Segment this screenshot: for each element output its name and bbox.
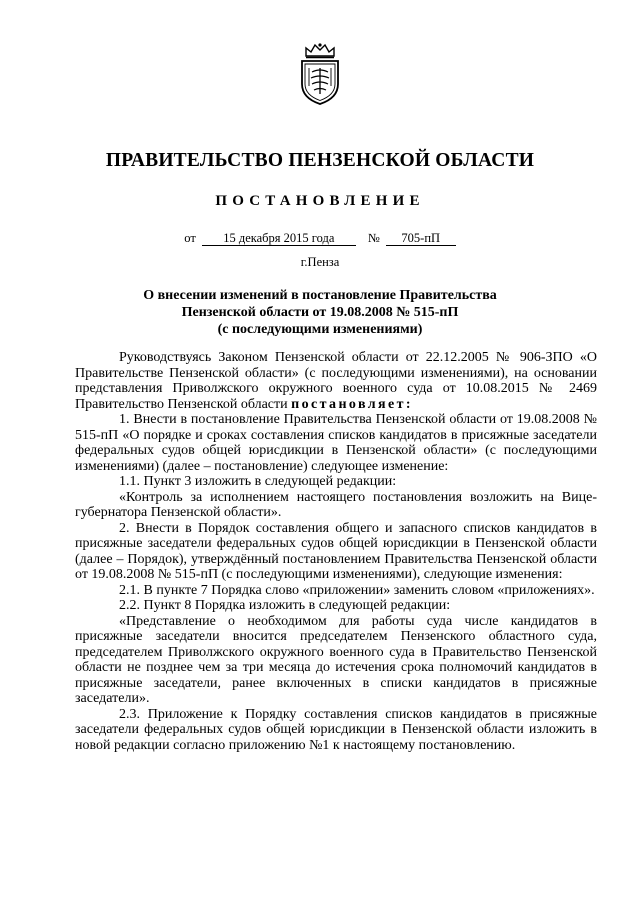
- date-field: 15 декабря 2015 года: [202, 232, 356, 246]
- number-sign: №: [367, 231, 380, 245]
- body-paragraph: [75, 350, 597, 412]
- date-number-line: [0, 231, 640, 246]
- body-paragraph: 1.1. Пункт 3 изложить в следующей редакции:: [119, 474, 397, 489]
- subject-line: Пензенской области от 19.08.2008 № 515-пП: [181, 305, 459, 320]
- body-paragraph: «Представление о необходимом для работы суда числе кандидатов в присяжные заседатели вносится председателем Пензенского областного суда, председателем Приволжского окружного военного суда в Правительство Пензенской области не позднее чем за три месяца до истечения срока полномочий кандидатов в присяжные заседатели, ранее включенных в списки кандидатов в присяжные заседатели».: [75, 613, 597, 706]
- document-body: [75, 350, 597, 753]
- decree-word: постановляет:: [291, 396, 413, 412]
- date-prefix: от: [184, 231, 196, 245]
- number-field: 705-пП: [386, 232, 456, 246]
- body-paragraph: 2.2. Пункт 8 Порядка изложить в следующей редакции:: [119, 598, 451, 613]
- paragraph-text: Руководствуясь Законом Пензенской области от 22.12.2005 № 906-ЗПО «О Правительстве Пензенской области» (с последующими изменениями), на основании представления Приволжского окружного военного суда от 10.08.2015 № 2469 Правительство Пензенской области: [75, 350, 597, 412]
- city: г.Пенза: [300, 255, 340, 269]
- body-paragraph: 2.1. В пункте 7 Порядка слово «приложении» заменить словом «приложениях».: [119, 582, 595, 598]
- coat-of-arms-icon: [296, 42, 344, 106]
- document-subject: [60, 287, 580, 338]
- document-type-title: ПОСТАНОВЛЕНИЕ: [215, 193, 425, 209]
- subject-line: (с последующими изменениями): [217, 322, 423, 337]
- body-paragraph: «Контроль за исполнением настоящего постановления возложить на Вице-губернатора Пензенской области».: [75, 489, 597, 520]
- body-paragraph: 2.3. Приложение к Порядку составления списков кандидатов в присяжные заседатели федеральных судов общей юрисдикции в Пензенской области изложить в новой редакции согласно приложению №1 к настоящему постановлению.: [75, 706, 597, 753]
- body-paragraph: 1. Внести в постановление Правительства Пензенской области от 19.08.2008 № 515-пП «О порядке и сроках составления списков кандидатов в присяжные заседатели федеральных судов общей юрисдикции в Пензенской области» (с последующими изменениями) (далее – постановление) следующее изменение:: [75, 412, 597, 474]
- subject-line: О внесении изменений в постановление Правительства: [143, 288, 497, 303]
- body-paragraph: 2. Внести в Порядок составления общего и запасного списков кандидатов в присяжные заседатели федеральных судов общей юрисдикции в Пензенской области (далее – Порядок), утверждённый постановлением Правительства Пензенской области от 19.08.2008 № 515-пП (с последующими изменениями), следующие изменения:: [75, 520, 597, 582]
- government-title: ПРАВИТЕЛЬСТВО ПЕНЗЕНСКОЙ ОБЛАСТИ: [105, 150, 535, 171]
